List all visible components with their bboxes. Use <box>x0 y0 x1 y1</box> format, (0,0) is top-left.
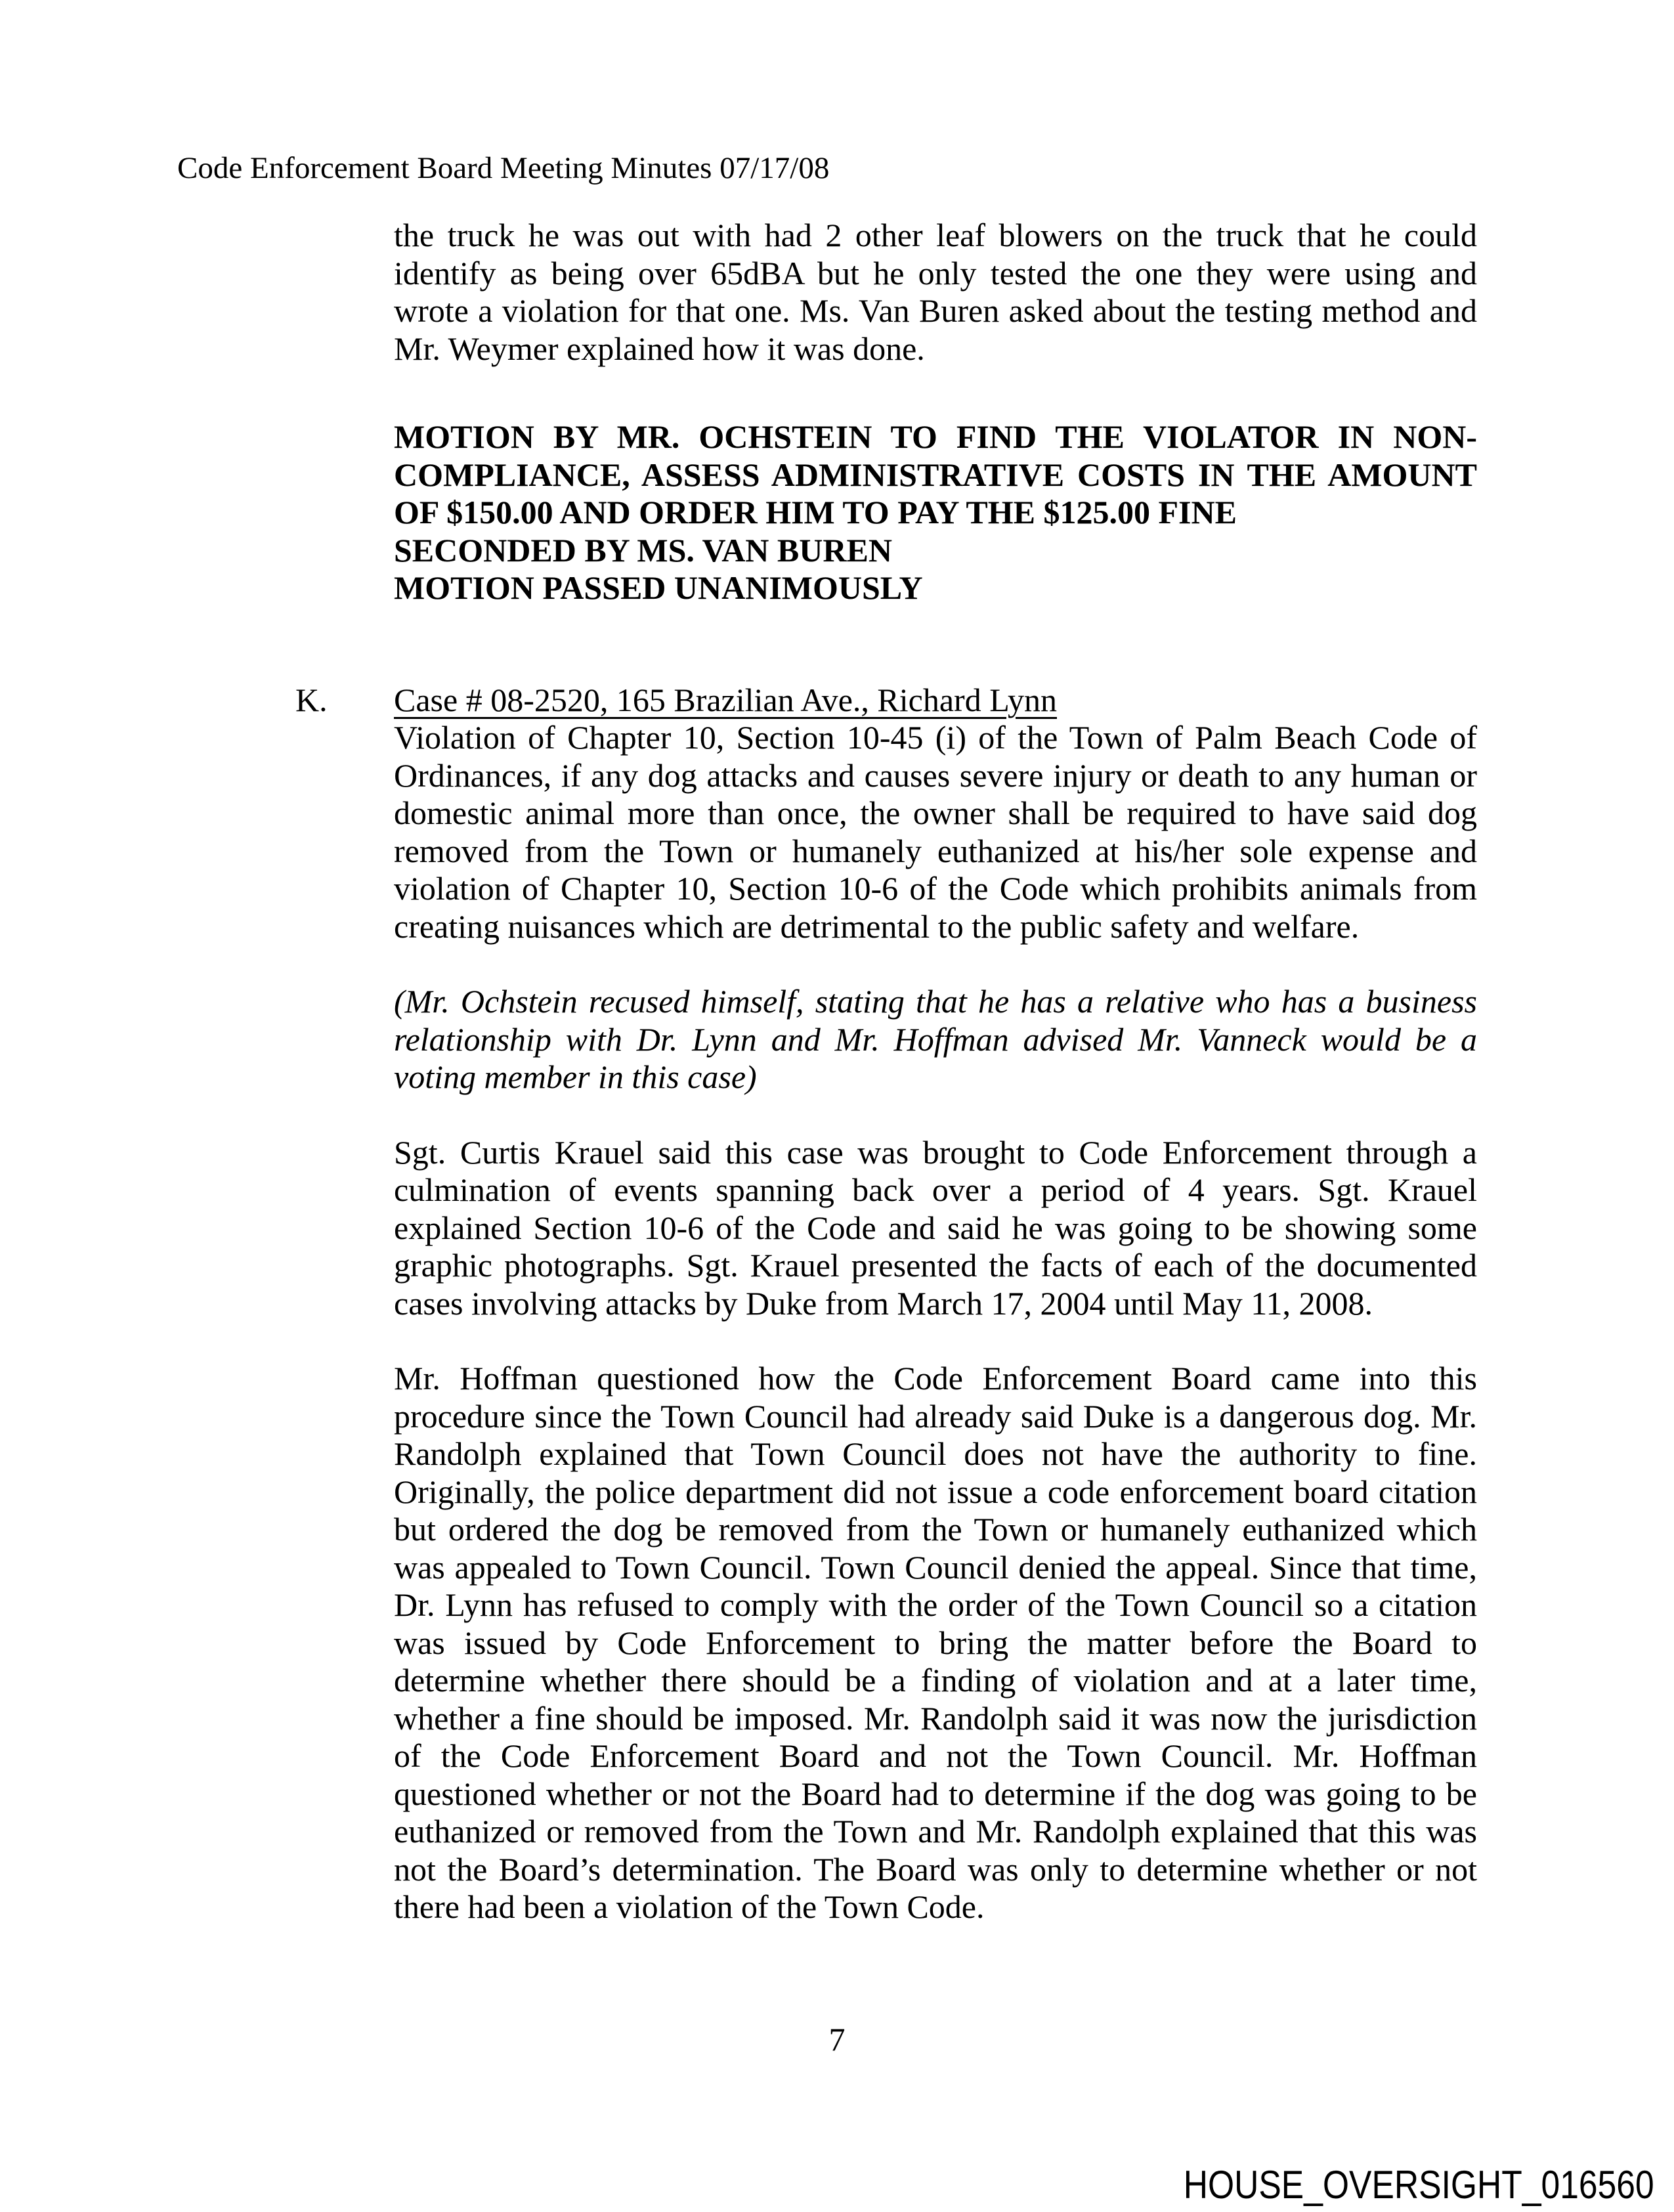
motion-passed-text: MOTION PASSED UNANIMOUSLY <box>394 569 923 606</box>
case-k-heading-text: Case # 08-2520, 165 Brazilian Ave., Richard Lynn <box>394 681 1057 718</box>
paragraph-violation-description: Violation of Chapter 10, Section 10-45 (i) of the Town of Palm Beach Code of Ordinances, if any dog attacks and causes severe injury or death to any human or domestic animal more than once, the owner shall be required to have said dog removed from the Town or humanely euthanized at his/her sole expense and violation of Chapter 10, Section 10-6 of the Code which prohibits animals from creating nuisances which are detrimental to the public safety and welfare. <box>394 719 1477 945</box>
paragraph-hoffman-discussion: Mr. Hoffman questioned how the Code Enforcement Board came into this procedure since the Town Council had already said Duke is a dangerous dog. Mr. Randolph explained that Town Council does not have the authority to fine. Originally, the police department did not issue a code enforcement board citation but ordered the dog be removed from the Town or humanely euthanized which was appealed to Town Council. Town Council denied the appeal. Since that time, Dr. Lynn has refused to comply with the order of the Town Council so a citation was issued by Code Enforcement to bring the matter before the Board to determine whether there should be a finding of violation and at a later time, whether a fine should be imposed. Mr. Randolph said it was now the jurisdiction of the Code Enforcement Board and not the Town Council. Mr. Hoffman questioned whether or not the Board had to determine if the dog was going to be euthanized or removed from the Town and Mr. Randolph explained that this was not the Board’s determination. The Board was only to determine whether or not there had been a violation of the Town Code. <box>394 1360 1477 1925</box>
paragraph-recusal-note: (Mr. Ochstein recused himself, stating that he has a relative who has a business relationship with Dr. Lynn and Mr. Hoffman advised Mr. Vanneck would be a voting member in this case) <box>394 983 1477 1095</box>
motion-seconded-text: SECONDED BY MS. VAN BUREN <box>394 531 892 569</box>
motion-text: MOTION BY MR. OCHSTEIN TO FIND THE VIOLATOR IN NON-COMPLIANCE, ASSESS ADMINISTRATIVE COSTS IN THE AMOUNT OF $150.00 AND ORDER HIM TO PAY THE $125.00 FINE <box>394 418 1477 531</box>
page-number: 7 <box>828 2021 846 2058</box>
case-k-list-label: K. <box>295 681 328 718</box>
bates-stamp: HOUSE_OVERSIGHT_016560 <box>1184 2163 1654 2207</box>
document-title: Code Enforcement Board Meeting Minutes 07/17/08 <box>177 151 830 185</box>
case-k-section <box>295 681 1477 1926</box>
paragraph-leaf-blower-testimony: the truck he was out with had 2 other leaf blowers on the truck that he could identify as being over 65dBA but he only tested the one they were using and wrote a violation for that one. Ms. Van Buren asked about the testing method and Mr. Weymer explained how it was done. <box>394 217 1477 367</box>
motion-block <box>394 418 1477 607</box>
paragraph-krauel-testimony: Sgt. Curtis Krauel said this case was brought to Code Enforcement through a culmination of events spanning back over a period of 4 years. Sgt. Krauel explained Section 10-6 of the Code and said he was going to be showing some graphic photographs. Sgt. Krauel presented the facts of each of the documented cases involving attacks by Duke from March 17, 2004 until May 11, 2008. <box>394 1133 1477 1322</box>
document-body <box>295 217 1477 1926</box>
case-k-heading <box>394 682 1477 720</box>
